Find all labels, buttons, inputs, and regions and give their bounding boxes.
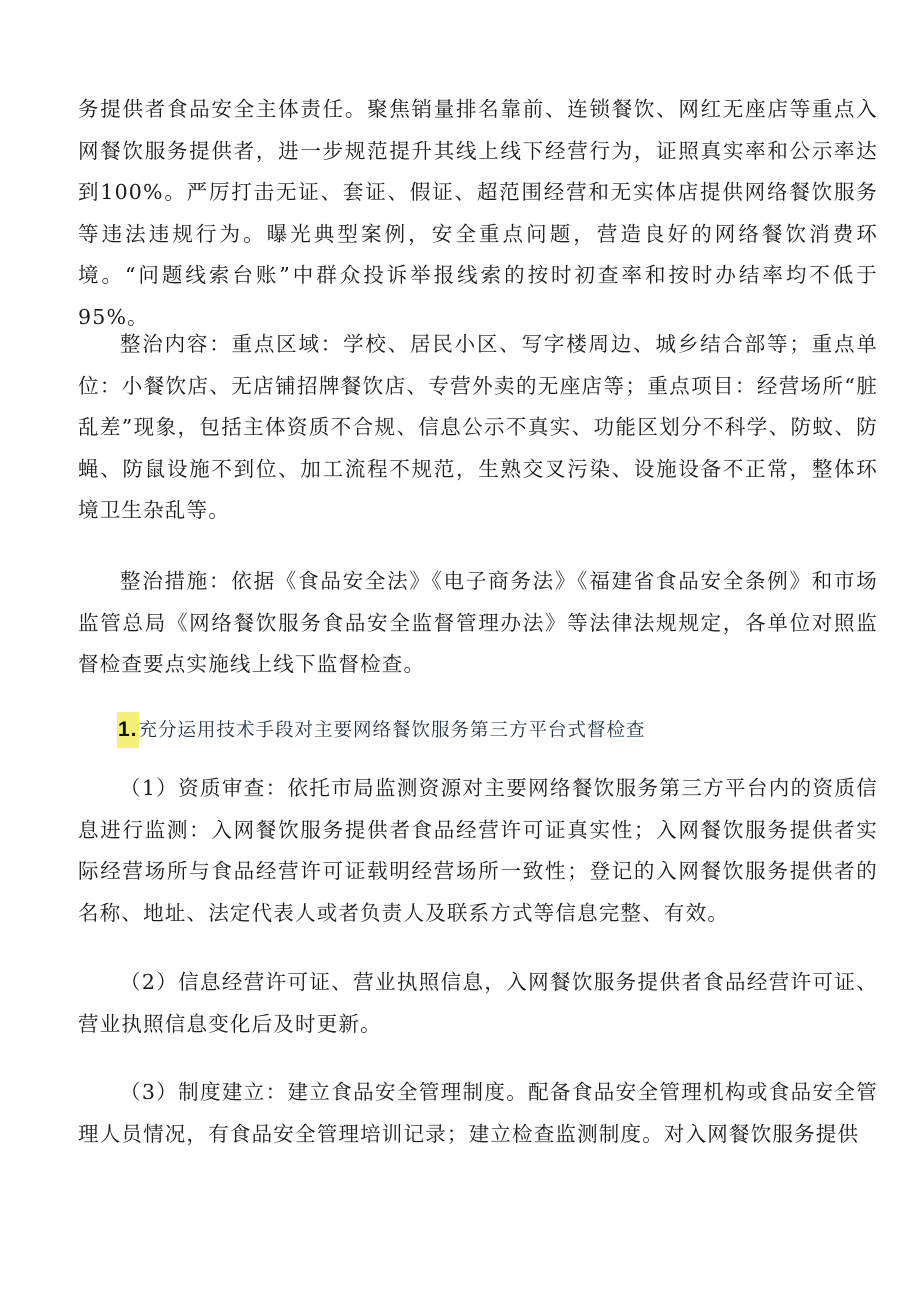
section-heading-text: 充分运用技术手段对主要网络餐饮服务第三方平台式督检查 [138, 720, 646, 741]
item-qualification-review: （1）资质审查：依托市局监测资源对主要网络餐饮服务第三方平台内的资质信息进行监测：入网餐饮服务提供者食品经营许可证真实性；入网餐饮服务提供者实际经营场所与食品经营许可证载明经营场所一致性；登记的入网餐饮服务提供者的名称、地址、法定代表人或者负责人及联系方式等信息完整、有效。 [78, 776, 878, 925]
item-system-establishment: （3）制度建立：建立食品安全管理制度。配备食品安全管理机构或食品安全管理人员情况，有食品安全管理培训记录；建立检查监测制度。对入网餐饮服务提供 [78, 1080, 878, 1146]
item-license-information: （2）信息经营许可证、营业执照信息，入网餐饮服务提供者食品经营许可证、营业执照信息变化后及时更新。 [78, 970, 878, 1036]
paragraph-responsibility: 务提供者食品安全主体责任。聚焦销量排名靠前、连锁餐饮、网红无座店等重点入网餐饮服务提供者，进一步规范提升其线上线下经营行为，证照真实率和公示率达到100%。严厉打击无证、套证、假证、超范围经营和无实体店提供网络餐饮服务等违法违规行为。曝光典型案例，安全重点问题，营造良好的网络餐饮消费环境。“问题线索台账”中群众投诉举报线索的按时初查率和按时办结率均不低于95%。 [78, 97, 878, 329]
section-heading [117, 712, 646, 749]
paragraph-rectification-content: 整治内容：重点区域：学校、居民小区、写字楼周边、城乡结合部等；重点单位：小餐饮店、无店铺招牌餐饮店、专营外卖的无座店等；重点项目：经营场所“脏乱差”现象，包括主体资质不合规、信息公示不真实、功能区划分不科学、防蚊、防蝇、防鼠设施不到位、加工流程不规范，生熟交叉污染、设施设备不正常，整体环境卫生杂乱等。 [78, 332, 878, 522]
paragraph-rectification-measures: 整治措施：依据《食品安全法》《电子商务法》《福建省食品安全条例》和市场监管总局《网络餐饮服务食品安全监督管理办法》等法律法规规定，各单位对照监督检查要点实施线上线下监督检查。 [78, 569, 878, 676]
section-number-highlight: 1. [117, 712, 139, 748]
